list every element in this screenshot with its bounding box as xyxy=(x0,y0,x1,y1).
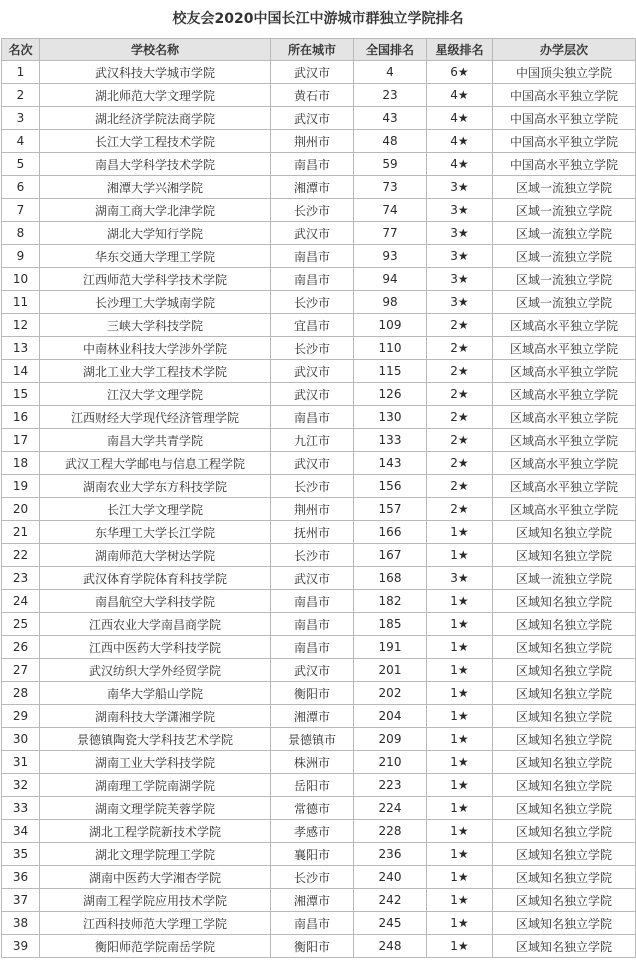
cell-star-rank: 1★ xyxy=(427,636,493,659)
cell-rank: 2 xyxy=(2,84,40,107)
cell-level: 区域高水平独立学院 xyxy=(493,475,636,498)
cell-city: 荆州市 xyxy=(271,498,354,521)
cell-level: 区域知名独立学院 xyxy=(493,728,636,751)
table-row xyxy=(2,544,636,567)
cell-national-rank: 143 xyxy=(354,452,427,475)
cell-star-rank: 1★ xyxy=(427,912,493,935)
cell-star-rank: 2★ xyxy=(427,360,493,383)
cell-level: 区域知名独立学院 xyxy=(493,774,636,797)
cell-national-rank: 166 xyxy=(354,521,427,544)
cell-star-rank: 3★ xyxy=(427,268,493,291)
table-row xyxy=(2,498,636,521)
cell-national-rank: 245 xyxy=(354,912,427,935)
cell-national-rank: 48 xyxy=(354,130,427,153)
cell-national-rank: 74 xyxy=(354,199,427,222)
cell-city: 衡阳市 xyxy=(271,682,354,705)
cell-rank: 8 xyxy=(2,222,40,245)
cell-star-rank: 3★ xyxy=(427,567,493,590)
cell-national-rank: 93 xyxy=(354,245,427,268)
cell-rank: 24 xyxy=(2,590,40,613)
cell-level: 区域知名独立学院 xyxy=(493,636,636,659)
cell-school-name: 湖北师范大学文理学院 xyxy=(40,84,271,107)
cell-school-name: 长沙理工大学城南学院 xyxy=(40,291,271,314)
cell-national-rank: 59 xyxy=(354,153,427,176)
cell-rank: 17 xyxy=(2,429,40,452)
table-row xyxy=(2,797,636,820)
cell-level: 区域一流独立学院 xyxy=(493,245,636,268)
cell-rank: 29 xyxy=(2,705,40,728)
cell-school-name: 湖南文理学院芙蓉学院 xyxy=(40,797,271,820)
cell-level: 区域一流独立学院 xyxy=(493,199,636,222)
cell-star-rank: 1★ xyxy=(427,889,493,912)
cell-level: 区域知名独立学院 xyxy=(493,659,636,682)
cell-city: 南昌市 xyxy=(271,268,354,291)
cell-school-name: 湖北文理学院理工学院 xyxy=(40,843,271,866)
cell-school-name: 湖南农业大学东方科技学院 xyxy=(40,475,271,498)
table-row xyxy=(2,452,636,475)
cell-school-name: 南华大学船山学院 xyxy=(40,682,271,705)
cell-school-name: 景德镇陶瓷大学科技艺术学院 xyxy=(40,728,271,751)
cell-star-rank: 1★ xyxy=(427,820,493,843)
cell-school-name: 华东交通大学理工学院 xyxy=(40,245,271,268)
cell-star-rank: 2★ xyxy=(427,475,493,498)
cell-level: 区域知名独立学院 xyxy=(493,935,636,958)
table-row xyxy=(2,843,636,866)
cell-city: 武汉市 xyxy=(271,107,354,130)
cell-level: 区域一流独立学院 xyxy=(493,567,636,590)
table-row xyxy=(2,751,636,774)
cell-city: 孝感市 xyxy=(271,820,354,843)
cell-star-rank: 3★ xyxy=(427,176,493,199)
cell-rank: 33 xyxy=(2,797,40,820)
cell-rank: 31 xyxy=(2,751,40,774)
cell-star-rank: 1★ xyxy=(427,774,493,797)
cell-rank: 27 xyxy=(2,659,40,682)
cell-star-rank: 2★ xyxy=(427,383,493,406)
cell-level: 中国高水平独立学院 xyxy=(493,153,636,176)
cell-city: 武汉市 xyxy=(271,452,354,475)
table-row xyxy=(2,222,636,245)
cell-city: 衡阳市 xyxy=(271,935,354,958)
cell-city: 武汉市 xyxy=(271,567,354,590)
cell-level: 区域知名独立学院 xyxy=(493,682,636,705)
cell-city: 南昌市 xyxy=(271,406,354,429)
cell-national-rank: 185 xyxy=(354,613,427,636)
cell-school-name: 武汉工程大学邮电与信息工程学院 xyxy=(40,452,271,475)
cell-school-name: 湖南中医药大学湘杏学院 xyxy=(40,866,271,889)
cell-school-name: 湖南理工学院南湖学院 xyxy=(40,774,271,797)
cell-level: 区域高水平独立学院 xyxy=(493,314,636,337)
cell-national-rank: 133 xyxy=(354,429,427,452)
cell-city: 长沙市 xyxy=(271,475,354,498)
cell-city: 武汉市 xyxy=(271,383,354,406)
cell-national-rank: 94 xyxy=(354,268,427,291)
table-row xyxy=(2,245,636,268)
cell-rank: 22 xyxy=(2,544,40,567)
cell-level: 区域高水平独立学院 xyxy=(493,498,636,521)
cell-star-rank: 4★ xyxy=(427,107,493,130)
cell-level: 区域高水平独立学院 xyxy=(493,452,636,475)
cell-rank: 14 xyxy=(2,360,40,383)
cell-level: 区域高水平独立学院 xyxy=(493,429,636,452)
cell-school-name: 长江大学文理学院 xyxy=(40,498,271,521)
table-row xyxy=(2,866,636,889)
cell-rank: 16 xyxy=(2,406,40,429)
cell-national-rank: 209 xyxy=(354,728,427,751)
cell-national-rank: 242 xyxy=(354,889,427,912)
cell-city: 长沙市 xyxy=(271,544,354,567)
header-national-rank: 全国排名 xyxy=(354,39,427,61)
cell-national-rank: 236 xyxy=(354,843,427,866)
cell-city: 武汉市 xyxy=(271,222,354,245)
table-row xyxy=(2,590,636,613)
cell-city: 岳阳市 xyxy=(271,774,354,797)
cell-national-rank: 156 xyxy=(354,475,427,498)
table-row xyxy=(2,107,636,130)
cell-school-name: 江西财经大学现代经济管理学院 xyxy=(40,406,271,429)
cell-city: 九江市 xyxy=(271,429,354,452)
cell-city: 常德市 xyxy=(271,797,354,820)
cell-national-rank: 182 xyxy=(354,590,427,613)
cell-national-rank: 43 xyxy=(354,107,427,130)
cell-school-name: 三峡大学科技学院 xyxy=(40,314,271,337)
table-row xyxy=(2,820,636,843)
table-row xyxy=(2,567,636,590)
table-row xyxy=(2,360,636,383)
cell-level: 中国顶尖独立学院 xyxy=(493,61,636,84)
cell-level: 区域知名独立学院 xyxy=(493,889,636,912)
cell-star-rank: 2★ xyxy=(427,498,493,521)
cell-school-name: 湖北大学知行学院 xyxy=(40,222,271,245)
cell-level: 区域知名独立学院 xyxy=(493,521,636,544)
cell-national-rank: 109 xyxy=(354,314,427,337)
table-row xyxy=(2,521,636,544)
cell-national-rank: 115 xyxy=(354,360,427,383)
cell-city: 湘潭市 xyxy=(271,889,354,912)
table-row xyxy=(2,682,636,705)
ranking-table xyxy=(1,38,636,958)
cell-rank: 21 xyxy=(2,521,40,544)
table-row xyxy=(2,383,636,406)
cell-city: 长沙市 xyxy=(271,337,354,360)
cell-star-rank: 2★ xyxy=(427,314,493,337)
cell-national-rank: 202 xyxy=(354,682,427,705)
cell-school-name: 武汉体育学院体育科技学院 xyxy=(40,567,271,590)
cell-national-rank: 126 xyxy=(354,383,427,406)
cell-rank: 1 xyxy=(2,61,40,84)
cell-level: 区域知名独立学院 xyxy=(493,705,636,728)
cell-city: 株洲市 xyxy=(271,751,354,774)
cell-level: 中国高水平独立学院 xyxy=(493,130,636,153)
cell-star-rank: 6★ xyxy=(427,61,493,84)
header-star-rank: 星级排名 xyxy=(427,39,493,61)
table-row xyxy=(2,912,636,935)
cell-star-rank: 1★ xyxy=(427,544,493,567)
cell-star-rank: 2★ xyxy=(427,406,493,429)
table-row xyxy=(2,728,636,751)
cell-school-name: 江西农业大学南昌商学院 xyxy=(40,613,271,636)
cell-level: 区域知名独立学院 xyxy=(493,590,636,613)
cell-city: 黄石市 xyxy=(271,84,354,107)
cell-city: 湘潭市 xyxy=(271,705,354,728)
cell-national-rank: 224 xyxy=(354,797,427,820)
cell-rank: 20 xyxy=(2,498,40,521)
cell-city: 襄阳市 xyxy=(271,843,354,866)
cell-national-rank: 223 xyxy=(354,774,427,797)
header-city: 所在城市 xyxy=(271,39,354,61)
cell-level: 区域高水平独立学院 xyxy=(493,360,636,383)
cell-level: 区域一流独立学院 xyxy=(493,291,636,314)
cell-national-rank: 248 xyxy=(354,935,427,958)
cell-city: 南昌市 xyxy=(271,912,354,935)
cell-star-rank: 4★ xyxy=(427,153,493,176)
cell-city: 南昌市 xyxy=(271,636,354,659)
cell-rank: 26 xyxy=(2,636,40,659)
cell-national-rank: 167 xyxy=(354,544,427,567)
table-row xyxy=(2,84,636,107)
table-row xyxy=(2,199,636,222)
cell-school-name: 湘潭大学兴湘学院 xyxy=(40,176,271,199)
table-row xyxy=(2,935,636,958)
cell-school-name: 湖南工程学院应用技术学院 xyxy=(40,889,271,912)
cell-star-rank: 3★ xyxy=(427,291,493,314)
cell-rank: 12 xyxy=(2,314,40,337)
cell-star-rank: 4★ xyxy=(427,130,493,153)
cell-national-rank: 130 xyxy=(354,406,427,429)
cell-rank: 11 xyxy=(2,291,40,314)
table-row xyxy=(2,774,636,797)
cell-city: 湘潭市 xyxy=(271,176,354,199)
header-school-name: 学校名称 xyxy=(40,39,271,61)
cell-school-name: 湖南工业大学科技学院 xyxy=(40,751,271,774)
cell-national-rank: 201 xyxy=(354,659,427,682)
cell-rank: 23 xyxy=(2,567,40,590)
table-row xyxy=(2,406,636,429)
cell-rank: 39 xyxy=(2,935,40,958)
cell-school-name: 长江大学工程技术学院 xyxy=(40,130,271,153)
table-row xyxy=(2,636,636,659)
cell-city: 南昌市 xyxy=(271,590,354,613)
header-level: 办学层次 xyxy=(493,39,636,61)
cell-star-rank: 1★ xyxy=(427,935,493,958)
cell-city: 南昌市 xyxy=(271,245,354,268)
cell-national-rank: 204 xyxy=(354,705,427,728)
cell-level: 区域高水平独立学院 xyxy=(493,337,636,360)
cell-rank: 9 xyxy=(2,245,40,268)
cell-school-name: 武汉纺织大学外经贸学院 xyxy=(40,659,271,682)
cell-school-name: 衡阳师范学院南岳学院 xyxy=(40,935,271,958)
table-row xyxy=(2,61,636,84)
cell-rank: 37 xyxy=(2,889,40,912)
table-row xyxy=(2,705,636,728)
cell-national-rank: 168 xyxy=(354,567,427,590)
header-rank: 名次 xyxy=(2,39,40,61)
table-row xyxy=(2,176,636,199)
cell-school-name: 江西师范大学科学技术学院 xyxy=(40,268,271,291)
cell-rank: 7 xyxy=(2,199,40,222)
cell-rank: 30 xyxy=(2,728,40,751)
cell-national-rank: 240 xyxy=(354,866,427,889)
table-row xyxy=(2,429,636,452)
cell-level: 区域知名独立学院 xyxy=(493,613,636,636)
cell-school-name: 湖南工商大学北津学院 xyxy=(40,199,271,222)
cell-level: 区域一流独立学院 xyxy=(493,176,636,199)
cell-city: 长沙市 xyxy=(271,199,354,222)
table-row xyxy=(2,659,636,682)
cell-school-name: 东华理工大学长江学院 xyxy=(40,521,271,544)
cell-rank: 19 xyxy=(2,475,40,498)
cell-city: 武汉市 xyxy=(271,360,354,383)
cell-city: 荆州市 xyxy=(271,130,354,153)
cell-city: 景德镇市 xyxy=(271,728,354,751)
table-row xyxy=(2,268,636,291)
cell-level: 区域高水平独立学院 xyxy=(493,383,636,406)
cell-city: 长沙市 xyxy=(271,866,354,889)
cell-star-rank: 1★ xyxy=(427,728,493,751)
cell-rank: 15 xyxy=(2,383,40,406)
cell-national-rank: 157 xyxy=(354,498,427,521)
cell-school-name: 江西中医药大学科技学院 xyxy=(40,636,271,659)
cell-school-name: 南昌航空大学科技学院 xyxy=(40,590,271,613)
cell-national-rank: 228 xyxy=(354,820,427,843)
cell-level: 区域知名独立学院 xyxy=(493,544,636,567)
cell-rank: 28 xyxy=(2,682,40,705)
cell-school-name: 湖北工业大学工程技术学院 xyxy=(40,360,271,383)
cell-rank: 36 xyxy=(2,866,40,889)
table-row xyxy=(2,337,636,360)
cell-level: 区域知名独立学院 xyxy=(493,797,636,820)
table-row xyxy=(2,613,636,636)
cell-national-rank: 98 xyxy=(354,291,427,314)
cell-national-rank: 210 xyxy=(354,751,427,774)
cell-rank: 5 xyxy=(2,153,40,176)
cell-national-rank: 23 xyxy=(354,84,427,107)
cell-level: 区域一流独立学院 xyxy=(493,268,636,291)
cell-rank: 6 xyxy=(2,176,40,199)
cell-school-name: 江汉大学文理学院 xyxy=(40,383,271,406)
cell-school-name: 中南林业科技大学涉外学院 xyxy=(40,337,271,360)
cell-level: 区域知名独立学院 xyxy=(493,912,636,935)
cell-national-rank: 73 xyxy=(354,176,427,199)
cell-rank: 35 xyxy=(2,843,40,866)
cell-star-rank: 1★ xyxy=(427,797,493,820)
table-row xyxy=(2,291,636,314)
cell-school-name: 南昌大学共青学院 xyxy=(40,429,271,452)
cell-level: 区域知名独立学院 xyxy=(493,751,636,774)
cell-star-rank: 2★ xyxy=(427,429,493,452)
table-row xyxy=(2,130,636,153)
cell-star-rank: 2★ xyxy=(427,452,493,475)
table-row xyxy=(2,475,636,498)
cell-national-rank: 4 xyxy=(354,61,427,84)
cell-rank: 25 xyxy=(2,613,40,636)
table-row xyxy=(2,889,636,912)
cell-star-rank: 1★ xyxy=(427,843,493,866)
cell-city: 武汉市 xyxy=(271,659,354,682)
cell-level: 中国高水平独立学院 xyxy=(493,84,636,107)
cell-national-rank: 191 xyxy=(354,636,427,659)
cell-city: 南昌市 xyxy=(271,613,354,636)
cell-school-name: 南昌大学科学技术学院 xyxy=(40,153,271,176)
cell-level: 区域知名独立学院 xyxy=(493,843,636,866)
cell-rank: 13 xyxy=(2,337,40,360)
cell-rank: 3 xyxy=(2,107,40,130)
cell-star-rank: 1★ xyxy=(427,659,493,682)
cell-school-name: 武汉科技大学城市学院 xyxy=(40,61,271,84)
cell-city: 长沙市 xyxy=(271,291,354,314)
cell-city: 宜昌市 xyxy=(271,314,354,337)
cell-city: 武汉市 xyxy=(271,61,354,84)
cell-level: 中国高水平独立学院 xyxy=(493,107,636,130)
cell-star-rank: 1★ xyxy=(427,866,493,889)
cell-rank: 34 xyxy=(2,820,40,843)
cell-rank: 38 xyxy=(2,912,40,935)
table-row xyxy=(2,153,636,176)
table-row xyxy=(2,314,636,337)
cell-star-rank: 3★ xyxy=(427,199,493,222)
cell-national-rank: 77 xyxy=(354,222,427,245)
cell-school-name: 湖北经济学院法商学院 xyxy=(40,107,271,130)
cell-school-name: 湖南科技大学潇湘学院 xyxy=(40,705,271,728)
cell-rank: 10 xyxy=(2,268,40,291)
cell-star-rank: 1★ xyxy=(427,682,493,705)
cell-city: 南昌市 xyxy=(271,153,354,176)
cell-star-rank: 3★ xyxy=(427,245,493,268)
cell-star-rank: 1★ xyxy=(427,613,493,636)
cell-city: 抚州市 xyxy=(271,521,354,544)
cell-level: 区域知名独立学院 xyxy=(493,820,636,843)
cell-national-rank: 110 xyxy=(354,337,427,360)
cell-level: 区域知名独立学院 xyxy=(493,866,636,889)
cell-star-rank: 1★ xyxy=(427,521,493,544)
cell-star-rank: 1★ xyxy=(427,751,493,774)
cell-star-rank: 3★ xyxy=(427,222,493,245)
cell-level: 区域高水平独立学院 xyxy=(493,406,636,429)
cell-star-rank: 1★ xyxy=(427,590,493,613)
cell-school-name: 湖南师范大学树达学院 xyxy=(40,544,271,567)
cell-school-name: 湖北工程学院新技术学院 xyxy=(40,820,271,843)
cell-star-rank: 4★ xyxy=(427,84,493,107)
cell-rank: 4 xyxy=(2,130,40,153)
cell-rank: 32 xyxy=(2,774,40,797)
table-header-row xyxy=(2,39,636,61)
page-title: 校友会2020中国长江中游城市群独立学院排名 xyxy=(172,11,464,27)
cell-school-name: 江西科技师范大学理工学院 xyxy=(40,912,271,935)
cell-star-rank: 1★ xyxy=(427,705,493,728)
cell-rank: 18 xyxy=(2,452,40,475)
cell-star-rank: 2★ xyxy=(427,337,493,360)
cell-level: 区域一流独立学院 xyxy=(493,222,636,245)
